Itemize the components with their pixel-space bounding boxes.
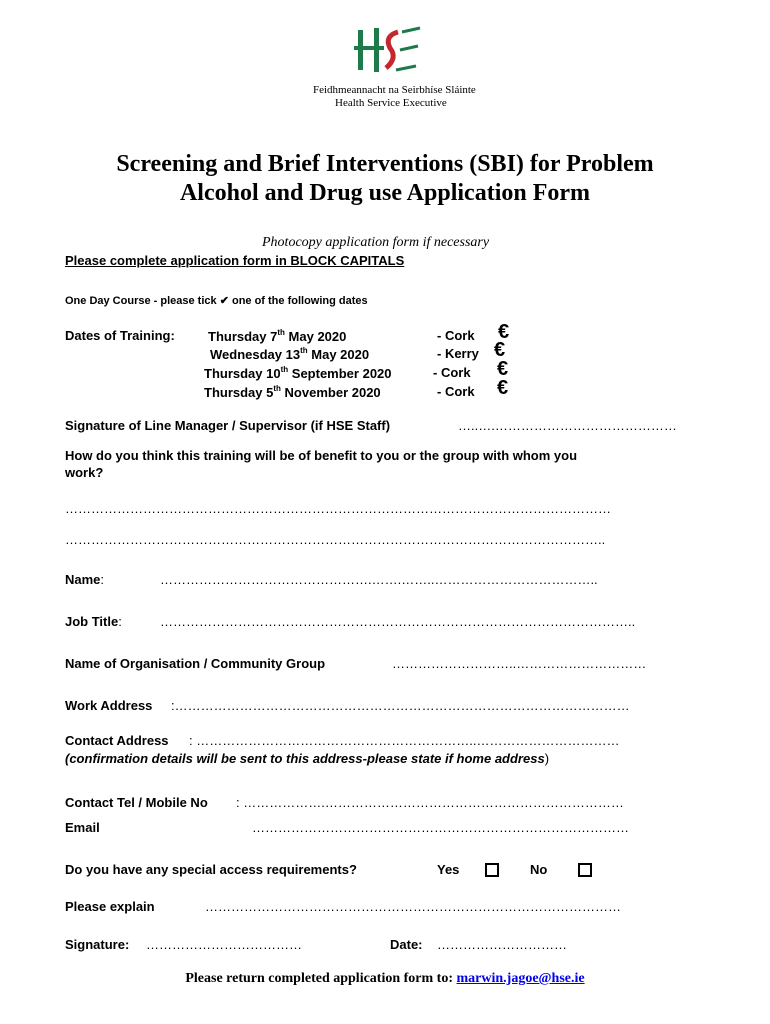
access-question: Do you have any special access requirements? [65, 862, 357, 877]
contact-tel-label: Contact Tel / Mobile No [65, 795, 208, 810]
return-email-link[interactable]: marwin.jagoe@hse.ie [456, 971, 585, 986]
date-option-3[interactable]: Thursday 10th September 2020 [204, 365, 392, 381]
email-label: Email [65, 820, 100, 835]
explain-label: Please explain [65, 899, 155, 914]
date-option-2[interactable]: Wednesday 13th May 2020 [210, 346, 370, 362]
photocopy-note: Photocopy application form if necessary [262, 235, 490, 250]
page-title-line2: Alcohol and Drug use Application Form [179, 180, 591, 206]
euro-icon: € [494, 339, 506, 361]
contact-address-note: (confirmation details will be sent to this address-please state if home address) [65, 751, 550, 766]
logo-line-english: Health Service Executive [335, 97, 447, 109]
hse-logo [340, 22, 430, 80]
name-label: Name: [65, 572, 105, 587]
hse-logo-mark [340, 22, 430, 80]
signature-label: Signature: [65, 937, 130, 952]
work-address-field[interactable]: :…………………………………………………………………………………………… [171, 698, 630, 713]
contact-address-label: Contact Address [65, 733, 169, 748]
benefit-answer-line1[interactable]: ……………………………………………………………………………………………………………… [65, 501, 611, 516]
date-option-4[interactable]: Thursday 5th November 2020 [204, 384, 381, 400]
euro-icon: € [497, 377, 509, 399]
benefit-answer-line2[interactable]: …………………………………………………………………………………………………………….. [65, 532, 606, 547]
date-location-3: - Cork [433, 365, 471, 380]
benefit-question-line2: work? [65, 465, 104, 480]
work-address-label: Work Address [65, 698, 153, 713]
date-location-1: - Cork [437, 328, 475, 343]
euro-icon: € [497, 358, 509, 380]
job-title-label: Job Title: [65, 614, 122, 629]
explain-field[interactable]: …………………………………………………………………………………… [205, 899, 621, 914]
job-title-field[interactable]: ……………………………………………………………………………………………….. [160, 614, 636, 629]
euro-icon: € [498, 321, 510, 343]
benefit-question-line1: How do you think this training will be of benefit to you or the group with whom you [65, 448, 578, 463]
date-option-1[interactable]: Thursday 7th May 2020 [208, 328, 347, 344]
name-field[interactable]: ………………………………………….…….……..……………………………….. [160, 572, 598, 587]
logo-line-irish: Feidhmeannacht na Seirbhíse Sláinte [313, 84, 476, 96]
contact-address-field[interactable]: : ………………………………………………………..…………………………… [189, 733, 620, 748]
access-yes-label: Yes [437, 862, 460, 877]
date-location-4: - Cork [437, 384, 475, 399]
contact-tel-field[interactable]: : ……………….…………………………………………………………… [236, 795, 624, 810]
return-instruction: Please return completed application form to: marwin.jagoe@hse.ie [185, 971, 585, 986]
tick-icon: ✔ [219, 295, 229, 307]
course-instruction: One Day Course - please tick ✔ one of the following dates [65, 295, 368, 307]
access-no-label: No [530, 862, 548, 877]
manager-signature-label: Signature of Line Manager / Supervisor (if HSE Staff) [65, 418, 391, 433]
dates-label: Dates of Training: [65, 328, 175, 343]
date-field[interactable]: ………………………… [437, 937, 567, 952]
manager-signature-field[interactable]: …..….…………………………………… [458, 418, 677, 433]
signature-field[interactable]: ……………………………… [146, 937, 302, 952]
date-location-2: - Kerry [437, 346, 479, 361]
email-field[interactable]: …………………………………………………………………………… [252, 820, 629, 835]
access-yes-checkbox[interactable] [485, 863, 499, 881]
organisation-field[interactable]: ………………………..………………………… [392, 656, 647, 671]
block-capitals-note: Please complete application form in BLOCK CAPITALS [65, 253, 405, 268]
date-label: Date: [390, 937, 423, 952]
access-no-checkbox[interactable] [578, 863, 592, 881]
organisation-label: Name of Organisation / Community Group [65, 656, 326, 671]
page-title-line1: Screening and Brief Interventions (SBI) for Problem [116, 151, 654, 177]
